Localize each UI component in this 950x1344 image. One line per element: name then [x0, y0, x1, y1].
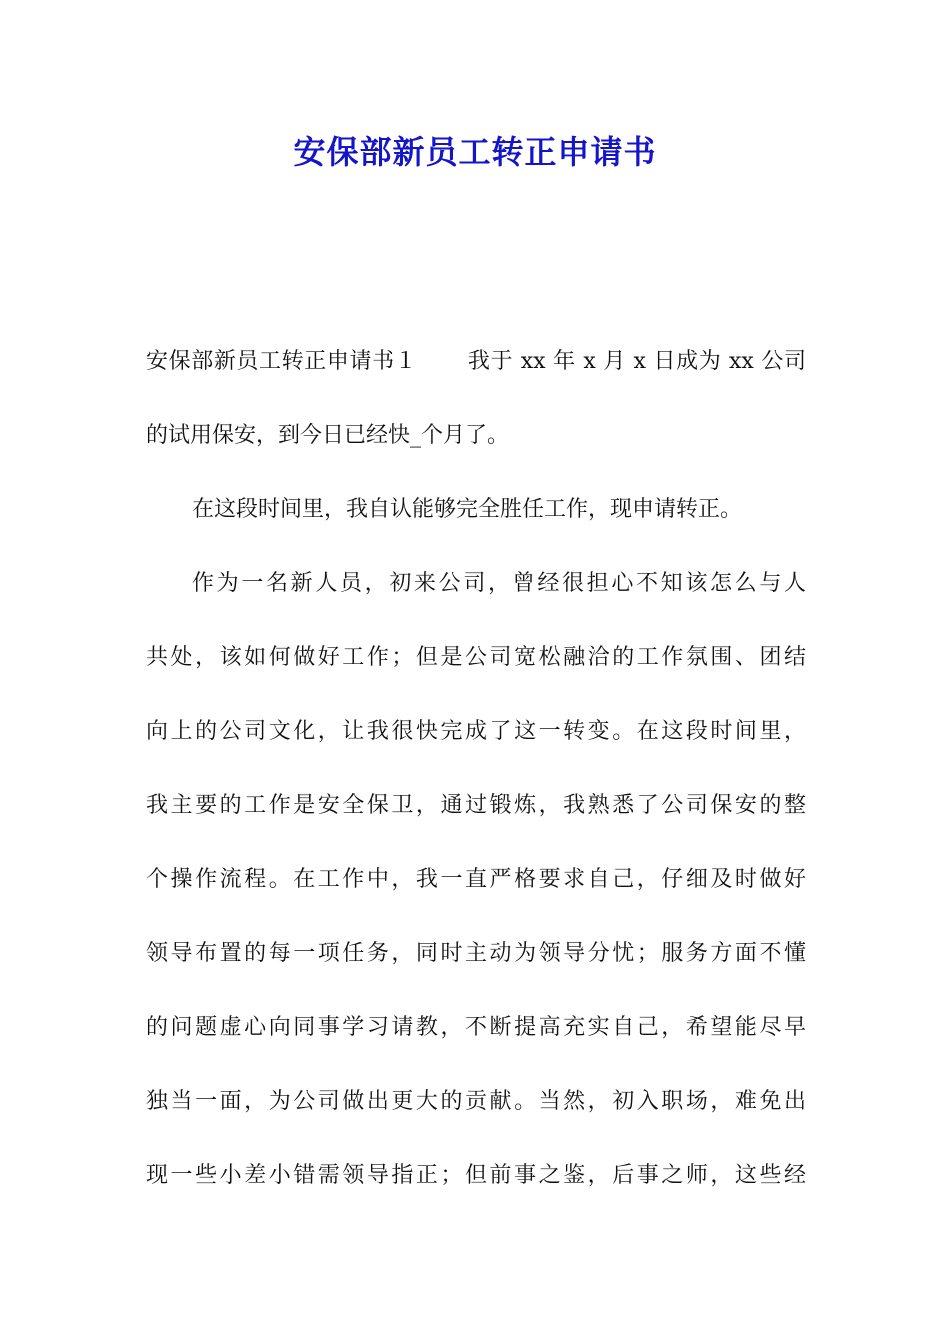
- paragraph-1-line-2: 的试用保安，到今日已经快_个月了。: [146, 423, 510, 448]
- section-heading: 安保部新员工转正申请书１: [146, 349, 418, 374]
- paragraph-1-text-start: 我于 xx 年 x 月 x 日成为 xx 公司: [467, 349, 806, 374]
- document-title: 安保部新员工转正申请书: [293, 133, 657, 171]
- paragraph-1-line-1: [146, 325, 806, 399]
- paragraph-3-line-5: 个操作流程。在工作中，我一直严格要求自己，仔细及时做好: [146, 867, 806, 892]
- document-body: [146, 325, 806, 1213]
- paragraph-3-line-7: 的问题虚心向同事学习请教，不断提高充实自己，希望能尽早: [146, 1015, 806, 1040]
- paragraph-2-line-1: 在这段时间里，我自认能够完全胜任工作，现申请转正。: [192, 497, 743, 522]
- paragraph-3-line-4: 我主要的工作是安全保卫，通过锻炼，我熟悉了公司保安的整: [146, 793, 806, 818]
- paragraph-3-line-8: 独当一面，为公司做出更大的贡献。当然，初入职场，难免出: [146, 1089, 806, 1114]
- paragraph-3-line-1: 作为一名新人员，初来公司，曾经很担心不知该怎么与人: [192, 571, 806, 596]
- paragraph-3-line-2: 共处，该如何做好工作；但是公司宽松融洽的工作氛围、团结: [146, 645, 806, 670]
- paragraph-3-line-6: 领导布置的每一项任务，同时主动为领导分忧；服务方面不懂: [146, 941, 806, 966]
- paragraph-3-line-3: 向上的公司文化，让我很快完成了这一转变。在这段时间里，: [146, 719, 806, 744]
- paragraph-3-line-9: 现一些小差小错需领导指正；但前事之鉴，后事之师，这些经: [146, 1163, 806, 1188]
